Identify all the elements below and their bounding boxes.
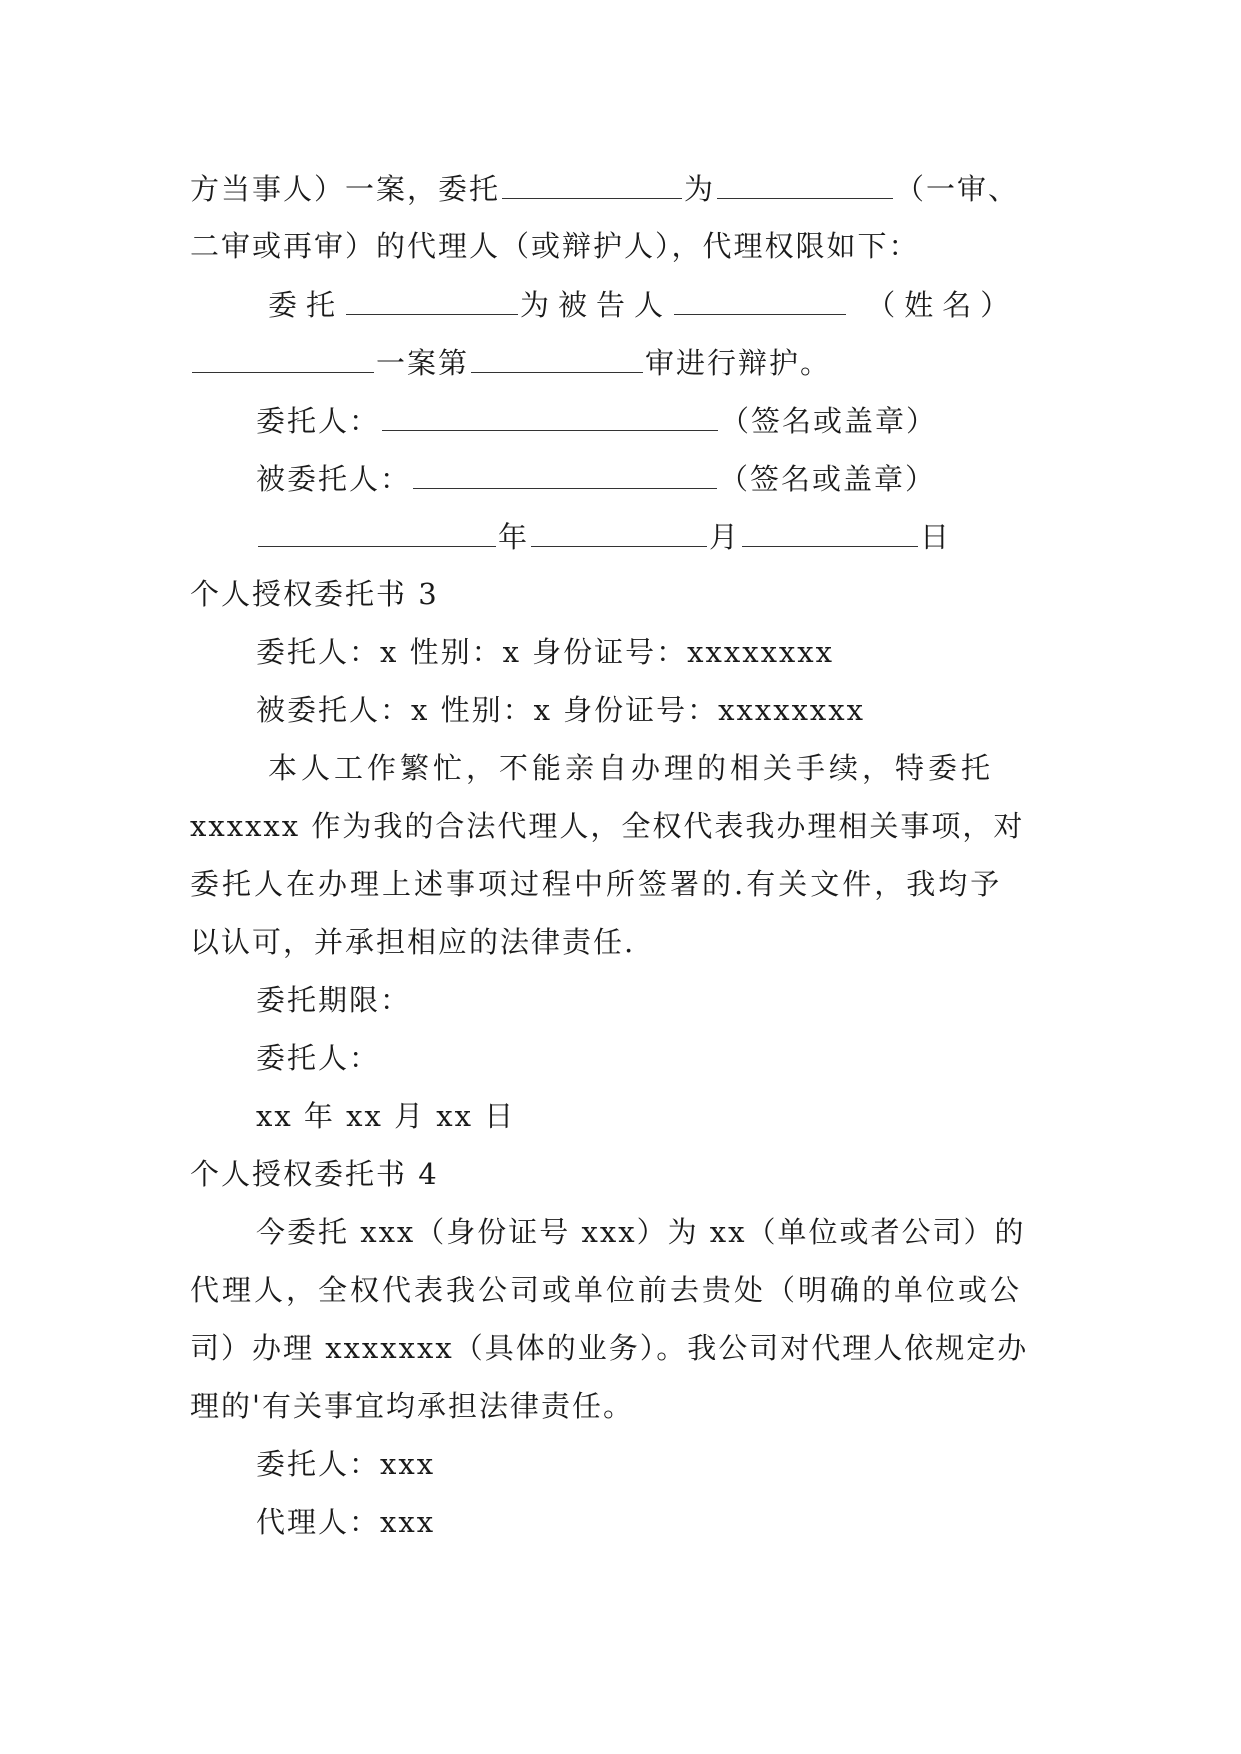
text-line: 司）办理 xxxxxxx（具体的业务）。我公司对代理人依规定办 — [190, 1331, 1029, 1365]
text-line — [256, 516, 951, 556]
text-segment: 为 — [684, 172, 716, 206]
text-line: 二审或再审）的代理人（或辩护人），代理权限如下： — [190, 229, 920, 263]
blank-line — [674, 284, 846, 315]
text-line — [268, 284, 1018, 324]
text-line: 代理人，全权代表我公司或单位前去贵处（明确的单位或公 — [190, 1273, 1023, 1307]
blank-line — [413, 458, 717, 489]
text-segment: 为被告人 — [520, 288, 673, 322]
blank-line — [346, 284, 518, 315]
text-line: 委托人：x 性别：x 身份证号：xxxxxxxx — [256, 635, 834, 669]
text-line: 今委托 xxx（身份证号 xxx）为 xx（单位或者公司）的 — [256, 1215, 1026, 1249]
text-line: 委托人：xxx — [256, 1447, 436, 1481]
blank-line — [382, 400, 718, 431]
text-segment: 方当事人）一案，委托 — [190, 172, 501, 206]
text-segment: 月 — [709, 520, 741, 554]
text-line: xx 年 xx 月 xx 日 — [256, 1099, 516, 1133]
text-line — [256, 458, 936, 498]
text-segment: 年 — [498, 520, 530, 554]
text-segment: （一审、 — [895, 172, 1020, 206]
blank-line — [192, 342, 374, 373]
blank-line — [531, 516, 707, 547]
text-line: xxxxxx 作为我的合法代理人，全权代表我办理相关事项，对 — [190, 809, 1025, 843]
text-segment: 被委托人： — [256, 462, 412, 496]
text-line: 以认可，并承担相应的法律责任. — [190, 925, 636, 959]
text-line — [190, 342, 831, 382]
text-segment: 审进行辩护。 — [645, 346, 832, 380]
blank-line — [742, 516, 918, 547]
text-segment: （签名或盖章） — [720, 404, 938, 438]
section-heading: 个人授权委托书 3 — [190, 577, 439, 611]
text-line: 委托期限： — [256, 983, 412, 1017]
text-line: 委托人： — [256, 1041, 381, 1075]
blank-line — [471, 342, 643, 373]
text-line: 委托人在办理上述事项过程中所签署的.有关文件，我均予 — [190, 867, 1003, 901]
blank-line — [502, 168, 682, 199]
text-segment: 日 — [920, 520, 952, 554]
text-line — [190, 168, 1019, 208]
text-line: 理的'有关事宜均承担法律责任。 — [190, 1389, 634, 1423]
text-segment: 委托人： — [256, 404, 381, 438]
text-line — [256, 400, 937, 440]
text-line: 本人工作繁忙，不能亲自办理的相关手续，特委托 — [268, 751, 995, 785]
text-segment: （姓名） — [866, 288, 1019, 322]
text-segment: 一案第 — [376, 346, 470, 380]
text-segment: 委托 — [268, 288, 345, 322]
text-line: 代理人：xxx — [256, 1505, 436, 1539]
blank-line — [258, 516, 496, 547]
blank-line — [717, 168, 893, 199]
section-heading: 个人授权委托书 4 — [190, 1157, 439, 1191]
text-segment: （签名或盖章） — [719, 462, 937, 496]
text-line: 被委托人：x 性别：x 身份证号：xxxxxxxx — [256, 693, 865, 727]
